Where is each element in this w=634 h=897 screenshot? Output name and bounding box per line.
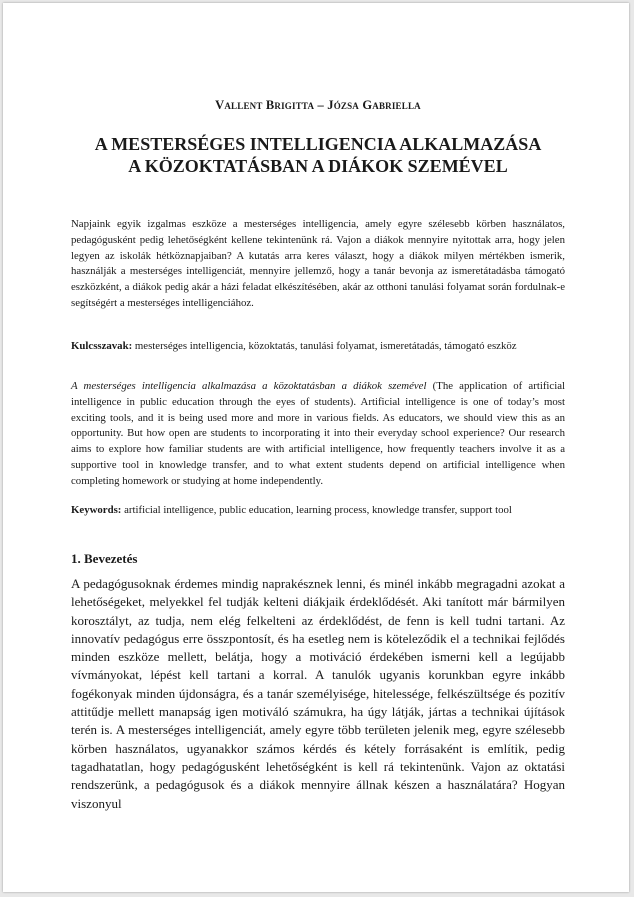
abstract-hungarian: Napjaink egyik izgalmas eszköze a mesterséges intelligencia, amely egyre szélesebb körben használatos, pedagógusként pedig lehetőségként kellene tekintenünk rá. Vajon a diákok mennyire nyitottak arra, hogy jelen legyen az iskolák hétköznapjaiban? A kutatás arra keres választ, hogy a diákok milyen mértékben ismerik, használják a mesterséges intelligenciát, mennyire jellemző, hogy a tanár bevonja az ismeretátadásba támogató eszközként, a diákok pedig akár a házi feladat elkészítésében, akár az otthoni tanulási folyamat során fordulnak-e segítségért a mesterséges intelligenciához. bbox=[71, 218, 565, 309]
keywords-english-text: artificial intelligence, public education, learning process, knowledge transfer, support tool bbox=[124, 504, 512, 516]
abstract-english bbox=[71, 379, 565, 490]
abstract-english-italic-title: A mesterséges intelligencia alkalmazása a közoktatásban a diákok szemével bbox=[71, 380, 427, 392]
keywords-english-label: Keywords: bbox=[71, 504, 122, 516]
author-line: Vallent Brigitta – Józsa Gabriella bbox=[215, 98, 421, 112]
section-body-text: A pedagógusoknak érdemes mindig naprakésznek lenni, és minél inkább megragadni azokat a lehetőségeket, melyekkel fel tudják kelteni diákjaik érdeklődését. Aki tanított már bármilyen korosztályt, az tudja, nem elég felkelteni az érdeklődést, de fenn is kell tudni tartani. Az innovatív pedagógus erre összpontosít, és ha esetleg nem is köteleződik el a technikai fejlődés minden eszköze mellett, belátja, hogy a motiváció érdekében ismerni kell a legújabb vívmányokat, lépést kell tartani a korral. A tanulók ugyanis korunkban egyre inkább fogékonyak minden újdonságra, és a tanár személyisége, hitelessége, felkészültsége és pozitív attitűdje mellett manapság igen motiváló számukra, ha úgy látják, jártas a technikai újítások terén is. A mesterséges intelligenciát, amely egyre több területen jelenik meg, egyre szélesebb körben használatos, ugyanakkor számos kérdés és kétely forrásaként is említik, pedig tagadhatatlan, hogy pedagógusként lehetőségként is kell rá tekintenünk. Vajon az oktatási rendszerünk, a pedagógusok és a diákok mennyire állnak készen a használatára? Hogyan viszonyul bbox=[71, 576, 565, 811]
title-line-1: A MESTERSÉGES INTELLIGENCIA ALKALMAZÁSA bbox=[94, 134, 542, 154]
title-line-2: A KÖZOKTATÁSBAN A DIÁKOK SZEMÉVEL bbox=[128, 156, 508, 176]
abstract-english-text: (The application of artificial intelligence in public education through the eyes of students). Artificial intelligence is one of today’s most exciting tools, and it is being used more and more in various fields. As educators, we should view this as an opportunity. But how open are students to incorporating it into their everyday school experience? Our research aims to explore how familiar students are with artificial intelligence, how frequently teachers involve it as a supportive tool in knowledge transfer, and to what extent students depend on artificial intelligence when completing homework or studying at home independently. bbox=[71, 380, 565, 487]
keywords-english bbox=[71, 503, 565, 519]
keywords-hungarian-label: Kulcsszavak: bbox=[71, 340, 133, 352]
section-heading: 1. Bevezetés bbox=[71, 551, 138, 566]
article-title bbox=[71, 133, 565, 177]
keywords-hungarian-text: mesterséges intelligencia, közoktatás, tanulási folyamat, ismeretátadás, támogató eszköz bbox=[134, 340, 517, 352]
paper-page bbox=[3, 3, 629, 892]
keywords-hungarian bbox=[71, 339, 565, 355]
